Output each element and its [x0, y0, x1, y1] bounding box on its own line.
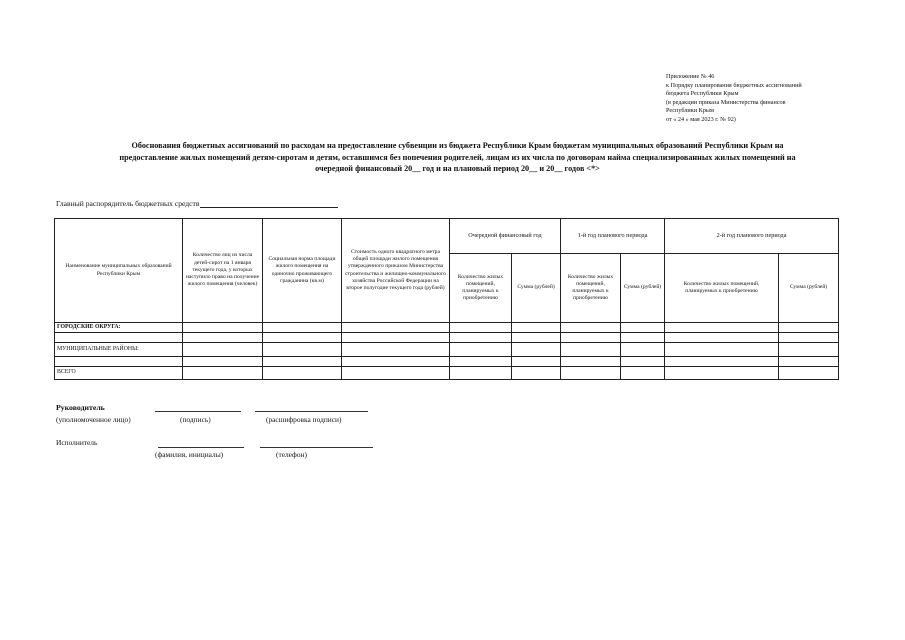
row-label-total: ВСЕГО	[55, 367, 183, 380]
table-cell[interactable]	[55, 357, 183, 367]
head-signature-line[interactable]	[155, 411, 241, 412]
header-sqm-cost: Стоимость одного квадратного метра общей площади жилого помещения утвержденного приказом Министерства строительства и жилищно-коммунального хозяйства Российской Федерации на второе полугодие текущего года (рублей)	[342, 219, 450, 323]
table-cell[interactable]	[779, 333, 839, 343]
table-cell[interactable]	[621, 333, 665, 343]
header-orphans-count: Количество лиц из числа детей-сирот на 1 января текущего года, у которых наступило право на получение жилого помещения (человек)	[183, 219, 263, 323]
signature-caption: (подпись)	[180, 415, 211, 424]
budget-table	[54, 218, 839, 380]
table-cell[interactable]	[450, 343, 512, 357]
head-label: Руководитель	[56, 403, 105, 412]
table-cell[interactable]	[779, 367, 839, 380]
table-cell[interactable]	[450, 333, 512, 343]
table-cell[interactable]	[263, 333, 342, 343]
head-decode-line[interactable]	[255, 411, 368, 412]
table-cell[interactable]	[621, 357, 665, 367]
phone-caption: (телефон)	[276, 450, 307, 459]
header-g3-quantity: Количество жилых помещений, планируемых к приобретению	[665, 254, 779, 323]
table-row	[55, 357, 839, 367]
budget-distributor-row	[56, 199, 338, 208]
table-cell[interactable]	[512, 323, 561, 333]
table-cell[interactable]	[342, 367, 450, 380]
table-cell[interactable]	[183, 323, 263, 333]
appendix-line: бюджета Республики Крым	[666, 90, 739, 98]
table-cell[interactable]	[779, 323, 839, 333]
table-cell[interactable]	[183, 357, 263, 367]
header-g2-quantity: Количество жилых помещений, планируемых к приобретению	[561, 254, 621, 323]
table-cell[interactable]	[561, 357, 621, 367]
table-cell[interactable]	[183, 333, 263, 343]
header-g2-sum: Сумма (рублей)	[621, 254, 665, 323]
appendix-note	[666, 73, 802, 125]
table-row	[55, 367, 839, 380]
table-cell[interactable]	[342, 357, 450, 367]
table-cell[interactable]	[561, 343, 621, 357]
table-cell[interactable]	[512, 357, 561, 367]
header-g1-sum: Сумма (рублей)	[512, 254, 561, 323]
table-cell[interactable]	[665, 333, 779, 343]
appendix-line: от « 24 » мая 2023 г. № 92)	[666, 115, 736, 123]
title-line: предоставление жилых помещений детям-сиротам и детям, оставшимся без попечения родителей, лицам из их числа по договорам найма специализированных жилых помещений на	[119, 152, 796, 162]
table-cell[interactable]	[779, 343, 839, 357]
decode-caption: (расшифровка подписи)	[266, 415, 342, 424]
document-title	[60, 140, 855, 175]
header-g1-quantity: Количество жилых помещений, планируемых к приобретению	[450, 254, 512, 323]
table-cell[interactable]	[561, 323, 621, 333]
title-line: очередной финансовый 20__ год и на плановый период 20__ и 20__ годов <*>	[315, 164, 600, 173]
table-cell[interactable]	[561, 367, 621, 380]
executor-label: Исполнитель	[56, 438, 98, 447]
row-label-districts: МУНИЦИПАЛЬНЫЕ РАЙОНЫ:	[55, 343, 183, 357]
head-sublabel: (уполномоченное лицо)	[56, 415, 131, 424]
table-cell[interactable]	[561, 333, 621, 343]
name-caption: (фамилия, инициалы)	[155, 450, 224, 459]
table-cell[interactable]	[665, 323, 779, 333]
budget-distributor-field[interactable]	[200, 199, 338, 208]
table-cell[interactable]	[621, 343, 665, 357]
table-row	[55, 343, 839, 357]
table-cell[interactable]	[512, 333, 561, 343]
table-cell[interactable]	[55, 333, 183, 343]
table-cell[interactable]	[342, 343, 450, 357]
table-cell[interactable]	[263, 323, 342, 333]
header-social-norm: Социальная норма площади жилого помещения на одиночно проживающего гражданина (кв.м)	[263, 219, 342, 323]
table-cell[interactable]	[450, 357, 512, 367]
header-plan-year-1: 1-й год планового периода	[561, 219, 665, 254]
table-cell[interactable]	[263, 343, 342, 357]
appendix-line: к Порядку планирования бюджетных ассигнований	[666, 81, 802, 89]
header-plan-year-2: 2-й год планового периода	[665, 219, 839, 254]
table-cell[interactable]	[621, 367, 665, 380]
table-cell[interactable]	[621, 323, 665, 333]
table-cell[interactable]	[183, 343, 263, 357]
table-cell[interactable]	[665, 357, 779, 367]
title-line: Обоснования бюджетных ассигнований по расходам на предоставление субвенции из бюджета Республики Крым бюджетам муниципальных образований Республики Крым на	[131, 141, 784, 150]
executor-phone-line[interactable]	[260, 447, 373, 448]
table-cell[interactable]	[779, 357, 839, 367]
table-row	[55, 333, 839, 343]
table-cell[interactable]	[450, 323, 512, 333]
executor-name-line[interactable]	[158, 447, 244, 448]
table-row	[55, 323, 839, 333]
table-cell[interactable]	[342, 323, 450, 333]
appendix-line: (в редакции приказа Министерства финансов	[666, 98, 786, 106]
table-cell[interactable]	[665, 343, 779, 357]
appendix-line: Приложение № 46	[666, 73, 715, 80]
table-cell[interactable]	[512, 343, 561, 357]
table-cell[interactable]	[665, 367, 779, 380]
table-cell[interactable]	[183, 367, 263, 380]
appendix-line: Республики Крым	[666, 107, 714, 115]
budget-distributor-label: Главный распорядитель бюджетных средств	[56, 199, 200, 208]
header-next-year: Очередной финансовый год	[450, 219, 561, 254]
table-cell[interactable]	[450, 367, 512, 380]
table-cell[interactable]	[263, 367, 342, 380]
table-cell[interactable]	[263, 357, 342, 367]
header-g3-sum: Сумма (рублей)	[779, 254, 839, 323]
row-label-urban: ГОРОДСКИЕ ОКРУГА:	[55, 323, 183, 333]
header-municipality: Наименование муниципальных образований Республики Крым	[55, 219, 183, 323]
table-cell[interactable]	[342, 333, 450, 343]
table-cell[interactable]	[512, 367, 561, 380]
